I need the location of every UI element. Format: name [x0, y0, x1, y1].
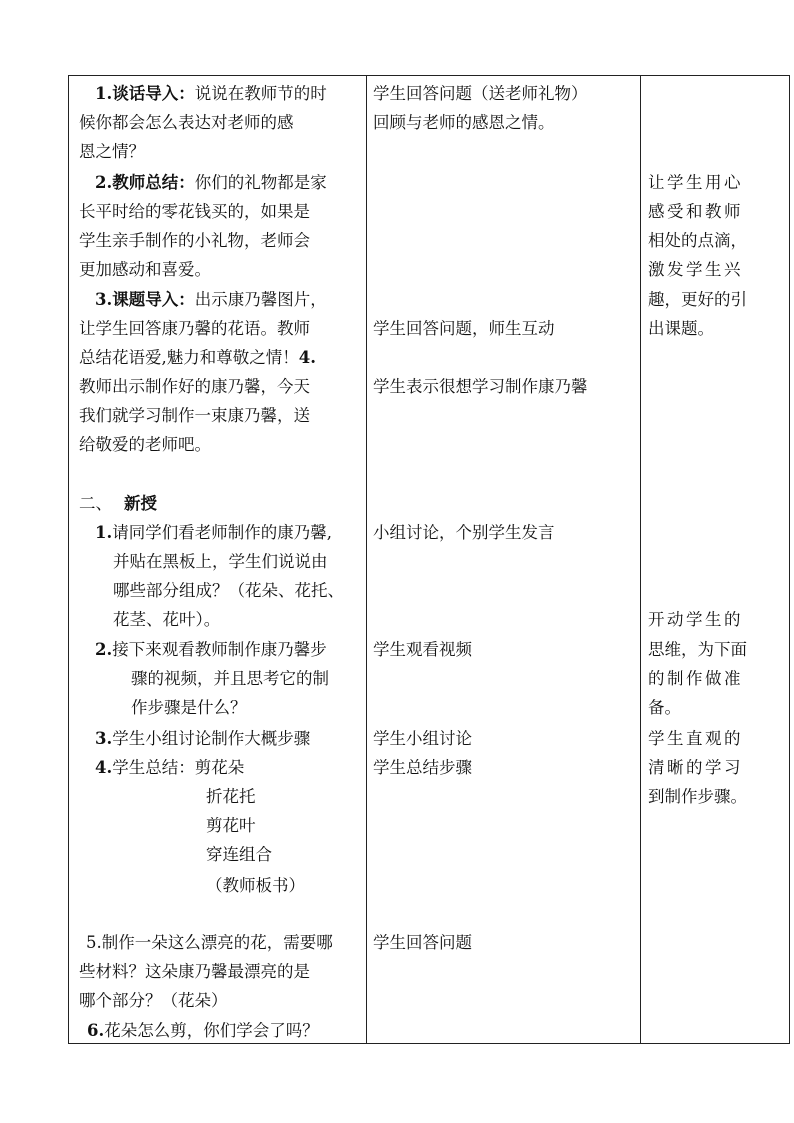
intent-line: 思维，为下面	[648, 640, 747, 659]
new-lesson-item-line: 哪些部分组成？（花朵、花托、	[113, 581, 344, 600]
column-divider	[366, 76, 367, 1043]
board-note: （教师板书）	[206, 876, 305, 895]
new-lesson-item-line: 5.制作一朵这么漂亮的花，需要哪	[86, 933, 333, 952]
new-lesson-item-line: 些材料？这朵康乃馨最漂亮的是	[79, 962, 310, 981]
intent-line: 出课题。	[648, 319, 714, 338]
topic-item-line: 给敬爱的老师吧。	[79, 435, 211, 454]
student-response: 学生回答问题	[373, 933, 472, 952]
intent-line: 开动学生的	[648, 610, 743, 629]
student-response: 小组讨论，个别学生发言	[373, 523, 555, 542]
step-line: 穿连组合	[206, 845, 272, 864]
summary-item-line: 2.教师总结：你们的礼物都是家	[95, 173, 327, 192]
student-response: 学生回答问题（送老师礼物）	[373, 84, 588, 103]
intro-item-line: 1.谈话导入：说说在教师节的时	[95, 84, 327, 103]
new-lesson-item-line: 骤的视频，并且思考它的制	[131, 669, 329, 688]
topic-item-line: 让学生回答康乃馨的花语。教师	[79, 319, 310, 338]
student-response: 学生总结步骤	[373, 758, 472, 777]
summary-item-line: 长平时给的零花钱买的，如果是	[79, 202, 310, 221]
intro-item-line: 候你都会怎么表达对老师的感	[79, 113, 294, 132]
student-response: 学生表示很想学习制作康乃馨	[373, 377, 588, 396]
intent-line: 趣，更好的引	[648, 290, 747, 309]
summary-item-line: 学生亲手制作的小礼物，老师会	[79, 231, 310, 250]
intent-line: 学生直观的	[648, 729, 743, 748]
intent-line: 清晰的学习	[648, 758, 743, 777]
intent-line: 相处的点滴，	[648, 231, 747, 250]
intent-line: 让学生用心	[648, 173, 743, 192]
new-lesson-item-line: 并贴在黑板上，学生们说说由	[113, 552, 328, 571]
intent-line: 感受和教师	[648, 202, 743, 221]
new-lesson-item-line: 6.花朵怎么剪，你们学会了吗？	[87, 1021, 319, 1040]
student-response: 回顾与老师的感恩之情。	[373, 113, 555, 132]
step-line: 剪花叶	[206, 816, 256, 835]
new-lesson-item-line: 4.学生总结：剪花朵	[95, 758, 245, 777]
intro-item-line: 恩之情？	[79, 142, 145, 161]
student-response: 学生观看视频	[373, 640, 472, 659]
intent-line: 激发学生兴	[648, 260, 743, 279]
student-response: 学生小组讨论	[373, 729, 472, 748]
intent-line: 的制作做准	[648, 669, 743, 688]
topic-item-line: 教师出示制作好的康乃馨，今天	[79, 377, 310, 396]
new-lesson-item-line: 作步骤是什么？	[131, 698, 247, 717]
intent-line: 备。	[648, 698, 681, 717]
new-lesson-item-line: 3.学生小组讨论制作大概步骤	[95, 729, 311, 748]
step-line: 折花托	[206, 787, 256, 806]
new-lesson-item-line: 2.接下来观看教师制作康乃馨步	[95, 640, 327, 659]
summary-item-line: 更加感动和喜爱。	[79, 260, 211, 279]
intent-line: 到制作步骤。	[648, 787, 747, 806]
topic-item-line: 我们就学习制作一束康乃馨，送	[79, 406, 310, 425]
new-lesson-item-line: 哪个部分？（花朵）	[79, 991, 228, 1010]
column-divider	[640, 76, 641, 1043]
new-lesson-item-line: 1.请同学们看老师制作的康乃馨,	[95, 523, 332, 542]
section-heading: 二、 新授	[79, 494, 157, 513]
new-lesson-item-line: 花茎、花叶）。	[113, 610, 221, 629]
student-response: 学生回答问题，师生互动	[373, 319, 555, 338]
topic-item-line: 3.课题导入：出示康乃馨图片，	[95, 290, 327, 309]
topic-item-line: 总结花语爱,魅力和尊敬之情！4.	[79, 348, 316, 367]
